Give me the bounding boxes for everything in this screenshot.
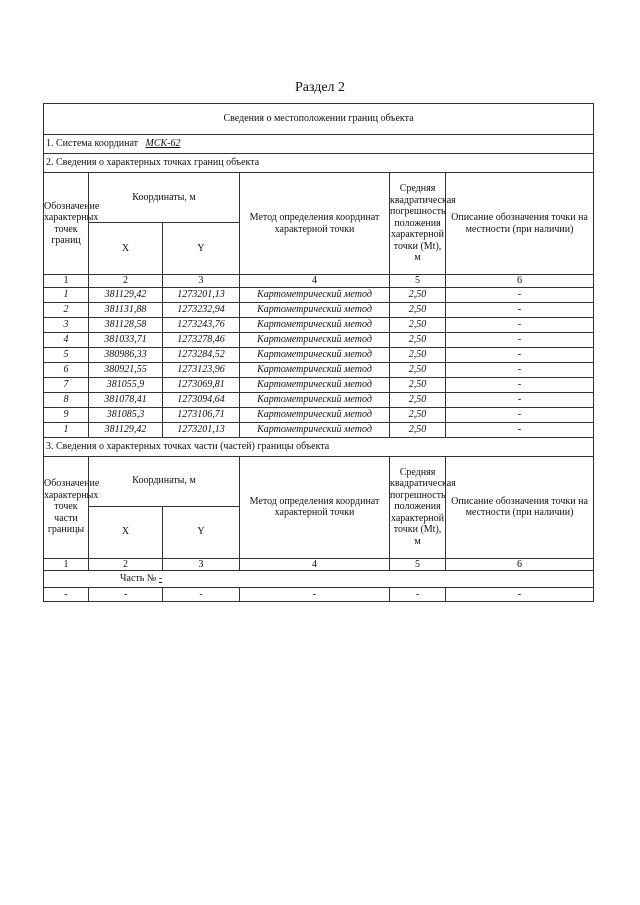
part-header-point-designation: Обозначение характерных точек части границы bbox=[44, 456, 89, 558]
y-cell: 1273243,76 bbox=[163, 317, 240, 332]
point-id-cell: 1 bbox=[44, 422, 89, 437]
part-header-method: Метод определения координат характерной точки bbox=[240, 456, 390, 558]
method-cell: Картометрический метод bbox=[240, 392, 390, 407]
section2-title: 2. Сведения о характерных точках границ объекта bbox=[44, 154, 594, 173]
part-header-coordinates: Координаты, м bbox=[89, 456, 240, 506]
column-numbers-row bbox=[44, 275, 594, 288]
accuracy-cell: 2,50 bbox=[390, 422, 446, 437]
part-header-x: X bbox=[89, 506, 163, 558]
header-point-designation: Обозначение характерных точек границ bbox=[44, 173, 89, 275]
y-cell: 1273201,13 bbox=[163, 422, 240, 437]
section2-title-row bbox=[44, 154, 594, 173]
column-number: 1 bbox=[44, 275, 89, 288]
point-id-cell: 6 bbox=[44, 362, 89, 377]
y-cell: 1273284,52 bbox=[163, 347, 240, 362]
column-number: 4 bbox=[240, 275, 390, 288]
point-id-cell: 2 bbox=[44, 302, 89, 317]
column-number: 1 bbox=[44, 558, 89, 571]
header-x: X bbox=[89, 223, 163, 275]
table-row bbox=[44, 407, 594, 422]
point-id-cell: 3 bbox=[44, 317, 89, 332]
dash-cell: - bbox=[240, 588, 390, 602]
description-cell: - bbox=[446, 302, 594, 317]
table-row bbox=[44, 317, 594, 332]
section3-title: 3. Сведения о характерных точках части (частей) границы объекта bbox=[44, 437, 594, 456]
y-cell: 1273094,64 bbox=[163, 392, 240, 407]
accuracy-cell: 2,50 bbox=[390, 392, 446, 407]
part-header-y: Y bbox=[163, 506, 240, 558]
accuracy-cell: 2,50 bbox=[390, 302, 446, 317]
part-number: - bbox=[158, 573, 163, 585]
y-cell: 1273106,71 bbox=[163, 407, 240, 422]
x-cell: 381078,41 bbox=[89, 392, 163, 407]
accuracy-cell: 2,50 bbox=[390, 287, 446, 302]
coord-system-label: 1. Система координат bbox=[46, 138, 139, 150]
description-cell: - bbox=[446, 392, 594, 407]
y-cell: 1273232,94 bbox=[163, 302, 240, 317]
dash-cell: - bbox=[390, 588, 446, 602]
point-id-cell: 5 bbox=[44, 347, 89, 362]
part-label-row bbox=[44, 571, 594, 588]
part-column-numbers-row bbox=[44, 558, 594, 571]
x-cell: 381131,88 bbox=[89, 302, 163, 317]
coord-system-row bbox=[44, 135, 594, 154]
table-row bbox=[44, 302, 594, 317]
table-row bbox=[44, 287, 594, 302]
table-row bbox=[44, 377, 594, 392]
column-number: 2 bbox=[89, 558, 163, 571]
part-header-row-1 bbox=[44, 456, 594, 506]
method-cell: Картометрический метод bbox=[240, 332, 390, 347]
accuracy-cell: 2,50 bbox=[390, 317, 446, 332]
section3-title-row bbox=[44, 437, 594, 456]
part-header-description: Описание обозначения точки на местности (при наличии) bbox=[446, 456, 594, 558]
column-number: 2 bbox=[89, 275, 163, 288]
dash-cell: - bbox=[44, 588, 89, 602]
x-cell: 381129,42 bbox=[89, 287, 163, 302]
part-dash-row bbox=[44, 588, 594, 602]
main-title-row bbox=[44, 104, 594, 135]
x-cell: 381033,71 bbox=[89, 332, 163, 347]
description-cell: - bbox=[446, 332, 594, 347]
header-method: Метод определения координат характерной точки bbox=[240, 173, 390, 275]
boundaries-table bbox=[43, 103, 594, 602]
accuracy-cell: 2,50 bbox=[390, 407, 446, 422]
dash-cell: - bbox=[446, 588, 594, 602]
x-cell: 381055,9 bbox=[89, 377, 163, 392]
point-id-cell: 9 bbox=[44, 407, 89, 422]
part-header-accuracy: Средняя квадратическая погрешность положения характерной точки (Mt), м bbox=[390, 456, 446, 558]
accuracy-cell: 2,50 bbox=[390, 332, 446, 347]
point-id-cell: 4 bbox=[44, 332, 89, 347]
column-number: 5 bbox=[390, 275, 446, 288]
column-number: 6 bbox=[446, 558, 594, 571]
point-id-cell: 7 bbox=[44, 377, 89, 392]
dash-cell: - bbox=[89, 588, 163, 602]
description-cell: - bbox=[446, 362, 594, 377]
method-cell: Картометрический метод bbox=[240, 362, 390, 377]
column-number: 5 bbox=[390, 558, 446, 571]
part-label: Часть № bbox=[120, 573, 157, 585]
x-cell: 381128,58 bbox=[89, 317, 163, 332]
table-row bbox=[44, 332, 594, 347]
point-id-cell: 1 bbox=[44, 287, 89, 302]
description-cell: - bbox=[446, 317, 594, 332]
method-cell: Картометрический метод bbox=[240, 317, 390, 332]
method-cell: Картометрический метод bbox=[240, 287, 390, 302]
column-number: 4 bbox=[240, 558, 390, 571]
y-cell: 1273278,46 bbox=[163, 332, 240, 347]
method-cell: Картометрический метод bbox=[240, 347, 390, 362]
table-row bbox=[44, 392, 594, 407]
accuracy-cell: 2,50 bbox=[390, 362, 446, 377]
header-y: Y bbox=[163, 223, 240, 275]
part-label-cell bbox=[44, 571, 594, 588]
x-cell: 381129,42 bbox=[89, 422, 163, 437]
table-row bbox=[44, 422, 594, 437]
main-title: Сведения о местоположении границ объекта bbox=[44, 104, 594, 135]
method-cell: Картометрический метод bbox=[240, 302, 390, 317]
method-cell: Картометрический метод bbox=[240, 422, 390, 437]
dash-cell: - bbox=[163, 588, 240, 602]
description-cell: - bbox=[446, 407, 594, 422]
header-coordinates: Координаты, м bbox=[89, 173, 240, 223]
section-title: Раздел 2 bbox=[294, 80, 346, 95]
y-cell: 1273123,96 bbox=[163, 362, 240, 377]
header-description: Описание обозначения точки на местности (при наличии) bbox=[446, 173, 594, 275]
header-row-1 bbox=[44, 173, 594, 223]
description-cell: - bbox=[446, 347, 594, 362]
column-number: 3 bbox=[163, 275, 240, 288]
description-cell: - bbox=[446, 377, 594, 392]
point-id-cell: 8 bbox=[44, 392, 89, 407]
x-cell: 380986,33 bbox=[89, 347, 163, 362]
method-cell: Картометрический метод bbox=[240, 377, 390, 392]
description-cell: - bbox=[446, 422, 594, 437]
accuracy-cell: 2,50 bbox=[390, 377, 446, 392]
description-cell: - bbox=[446, 287, 594, 302]
method-cell: Картометрический метод bbox=[240, 407, 390, 422]
y-cell: 1273201,13 bbox=[163, 287, 240, 302]
x-cell: 380921,55 bbox=[89, 362, 163, 377]
column-number: 3 bbox=[163, 558, 240, 571]
table-row bbox=[44, 347, 594, 362]
y-cell: 1273069,81 bbox=[163, 377, 240, 392]
table-row bbox=[44, 362, 594, 377]
coord-system-value: МСК-62 bbox=[145, 138, 181, 150]
column-number: 6 bbox=[446, 275, 594, 288]
accuracy-cell: 2,50 bbox=[390, 347, 446, 362]
x-cell: 381085,3 bbox=[89, 407, 163, 422]
header-accuracy: Средняя квадратическая погрешность положения характерной точки (Mt), м bbox=[390, 173, 446, 275]
